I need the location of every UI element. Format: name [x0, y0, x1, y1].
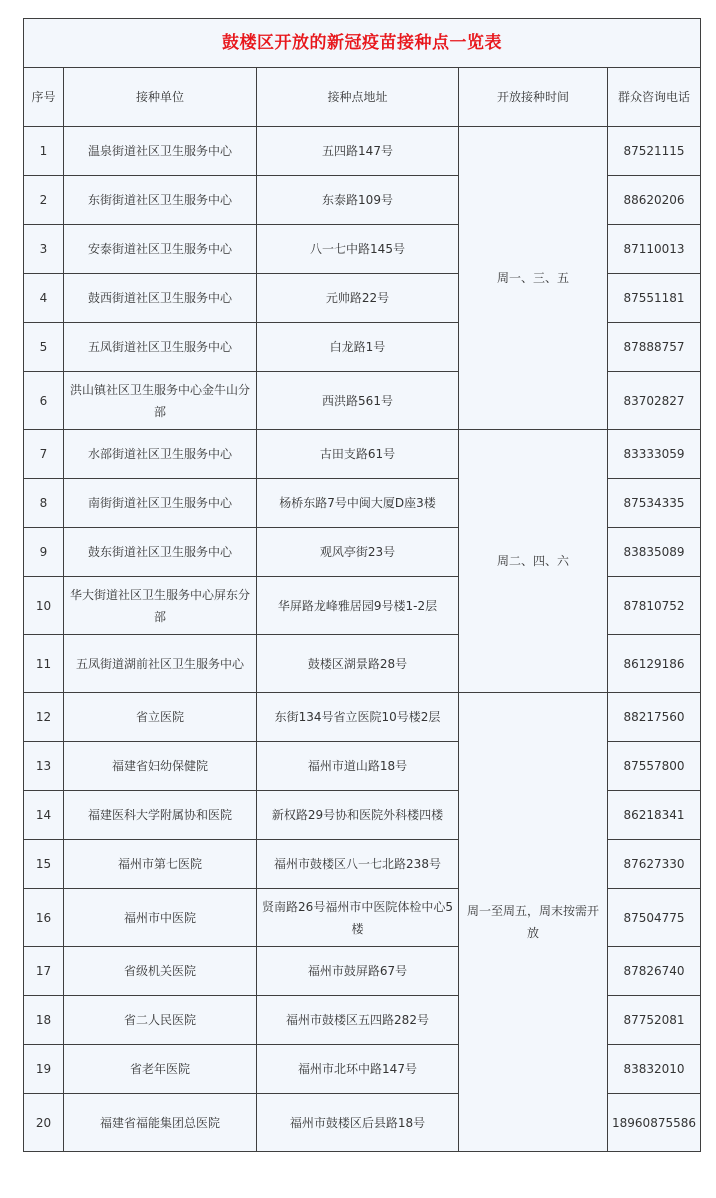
- row-address: 古田支路61号: [257, 430, 459, 479]
- header-address: 接种点地址: [257, 68, 459, 127]
- row-phone: 87551181: [608, 274, 701, 323]
- row-no: 7: [24, 430, 64, 479]
- title-row: [24, 19, 701, 68]
- row-unit: 省老年医院: [64, 1045, 257, 1094]
- row-no: 8: [24, 479, 64, 528]
- row-phone: 83702827: [608, 372, 701, 430]
- row-address: 观风亭街23号: [257, 528, 459, 577]
- row-no: 18: [24, 996, 64, 1045]
- row-unit: 水部街道社区卫生服务中心: [64, 430, 257, 479]
- vaccination-sites-table: [23, 18, 701, 1152]
- row-address: 鼓楼区湖景路28号: [257, 635, 459, 693]
- row-unit: 五凤街道湖前社区卫生服务中心: [64, 635, 257, 693]
- table-row: [24, 693, 701, 742]
- row-unit: 洪山镇社区卫生服务中心金牛山分部: [64, 372, 257, 430]
- row-address: 福州市鼓楼区五四路282号: [257, 996, 459, 1045]
- open-time-group-3: 周一至周五，周末按需开放: [459, 693, 608, 1152]
- row-phone: 83333059: [608, 430, 701, 479]
- row-no: 16: [24, 889, 64, 947]
- header-unit: 接种单位: [64, 68, 257, 127]
- table-title: 鼓楼区开放的新冠疫苗接种点一览表: [24, 19, 701, 68]
- row-address: 福州市道山路18号: [257, 742, 459, 791]
- row-no: 11: [24, 635, 64, 693]
- row-unit: 省级机关医院: [64, 947, 257, 996]
- row-no: 13: [24, 742, 64, 791]
- row-phone: 87752081: [608, 996, 701, 1045]
- open-time-group-1: 周一、三、五: [459, 127, 608, 430]
- row-no: 1: [24, 127, 64, 176]
- row-unit: 福州市第七医院: [64, 840, 257, 889]
- row-address: 西洪路561号: [257, 372, 459, 430]
- row-phone: 87810752: [608, 577, 701, 635]
- header-phone: 群众咨询电话: [608, 68, 701, 127]
- row-address: 福州市鼓楼区八一七北路238号: [257, 840, 459, 889]
- row-address: 福州市鼓楼区后县路18号: [257, 1094, 459, 1152]
- row-phone: 87627330: [608, 840, 701, 889]
- row-address: 福州市鼓屏路67号: [257, 947, 459, 996]
- row-unit: 安泰街道社区卫生服务中心: [64, 225, 257, 274]
- row-phone: 87826740: [608, 947, 701, 996]
- row-no: 15: [24, 840, 64, 889]
- row-address: 杨桥东路7号中闽大厦D座3楼: [257, 479, 459, 528]
- header-time: 开放接种时间: [459, 68, 608, 127]
- row-unit: 福州市中医院: [64, 889, 257, 947]
- row-no: 2: [24, 176, 64, 225]
- table-container: [23, 18, 700, 1152]
- row-unit: 福建省妇幼保健院: [64, 742, 257, 791]
- row-unit: 省二人民医院: [64, 996, 257, 1045]
- row-unit: 温泉街道社区卫生服务中心: [64, 127, 257, 176]
- row-unit: 五凤街道社区卫生服务中心: [64, 323, 257, 372]
- header-no: 序号: [24, 68, 64, 127]
- row-phone: 86218341: [608, 791, 701, 840]
- row-address: 八一七中路145号: [257, 225, 459, 274]
- row-no: 3: [24, 225, 64, 274]
- header-row: [24, 68, 701, 127]
- row-phone: 87888757: [608, 323, 701, 372]
- row-no: 6: [24, 372, 64, 430]
- row-unit: 福建医科大学附属协和医院: [64, 791, 257, 840]
- row-unit: 南街街道社区卫生服务中心: [64, 479, 257, 528]
- row-address: 贤南路26号福州市中医院体检中心5楼: [257, 889, 459, 947]
- table-row: [24, 430, 701, 479]
- row-phone: 83835089: [608, 528, 701, 577]
- row-unit: 省立医院: [64, 693, 257, 742]
- row-address: 白龙路1号: [257, 323, 459, 372]
- row-address: 华屏路龙峰雅居园9号楼1-2层: [257, 577, 459, 635]
- row-unit: 福建省福能集团总医院: [64, 1094, 257, 1152]
- row-address: 福州市北环中路147号: [257, 1045, 459, 1094]
- row-phone: 88217560: [608, 693, 701, 742]
- table-row: [24, 127, 701, 176]
- row-no: 19: [24, 1045, 64, 1094]
- row-phone: 87534335: [608, 479, 701, 528]
- row-unit: 鼓西街道社区卫生服务中心: [64, 274, 257, 323]
- row-phone: 87504775: [608, 889, 701, 947]
- row-phone: 86129186: [608, 635, 701, 693]
- row-address: 东泰路109号: [257, 176, 459, 225]
- row-no: 20: [24, 1094, 64, 1152]
- row-no: 12: [24, 693, 64, 742]
- row-address: 元帅路22号: [257, 274, 459, 323]
- row-phone: 87110013: [608, 225, 701, 274]
- row-no: 9: [24, 528, 64, 577]
- row-phone: 83832010: [608, 1045, 701, 1094]
- open-time-group-2: 周二、四、六: [459, 430, 608, 693]
- row-no: 4: [24, 274, 64, 323]
- row-phone: 87557800: [608, 742, 701, 791]
- row-phone: 87521115: [608, 127, 701, 176]
- row-no: 14: [24, 791, 64, 840]
- row-no: 10: [24, 577, 64, 635]
- row-unit: 东街街道社区卫生服务中心: [64, 176, 257, 225]
- row-phone: 88620206: [608, 176, 701, 225]
- row-address: 东街134号省立医院10号楼2层: [257, 693, 459, 742]
- row-phone: 18960875586: [608, 1094, 701, 1152]
- row-address: 新权路29号协和医院外科楼四楼: [257, 791, 459, 840]
- row-no: 5: [24, 323, 64, 372]
- row-address: 五四路147号: [257, 127, 459, 176]
- row-no: 17: [24, 947, 64, 996]
- row-unit: 鼓东街道社区卫生服务中心: [64, 528, 257, 577]
- row-unit: 华大街道社区卫生服务中心屏东分部: [64, 577, 257, 635]
